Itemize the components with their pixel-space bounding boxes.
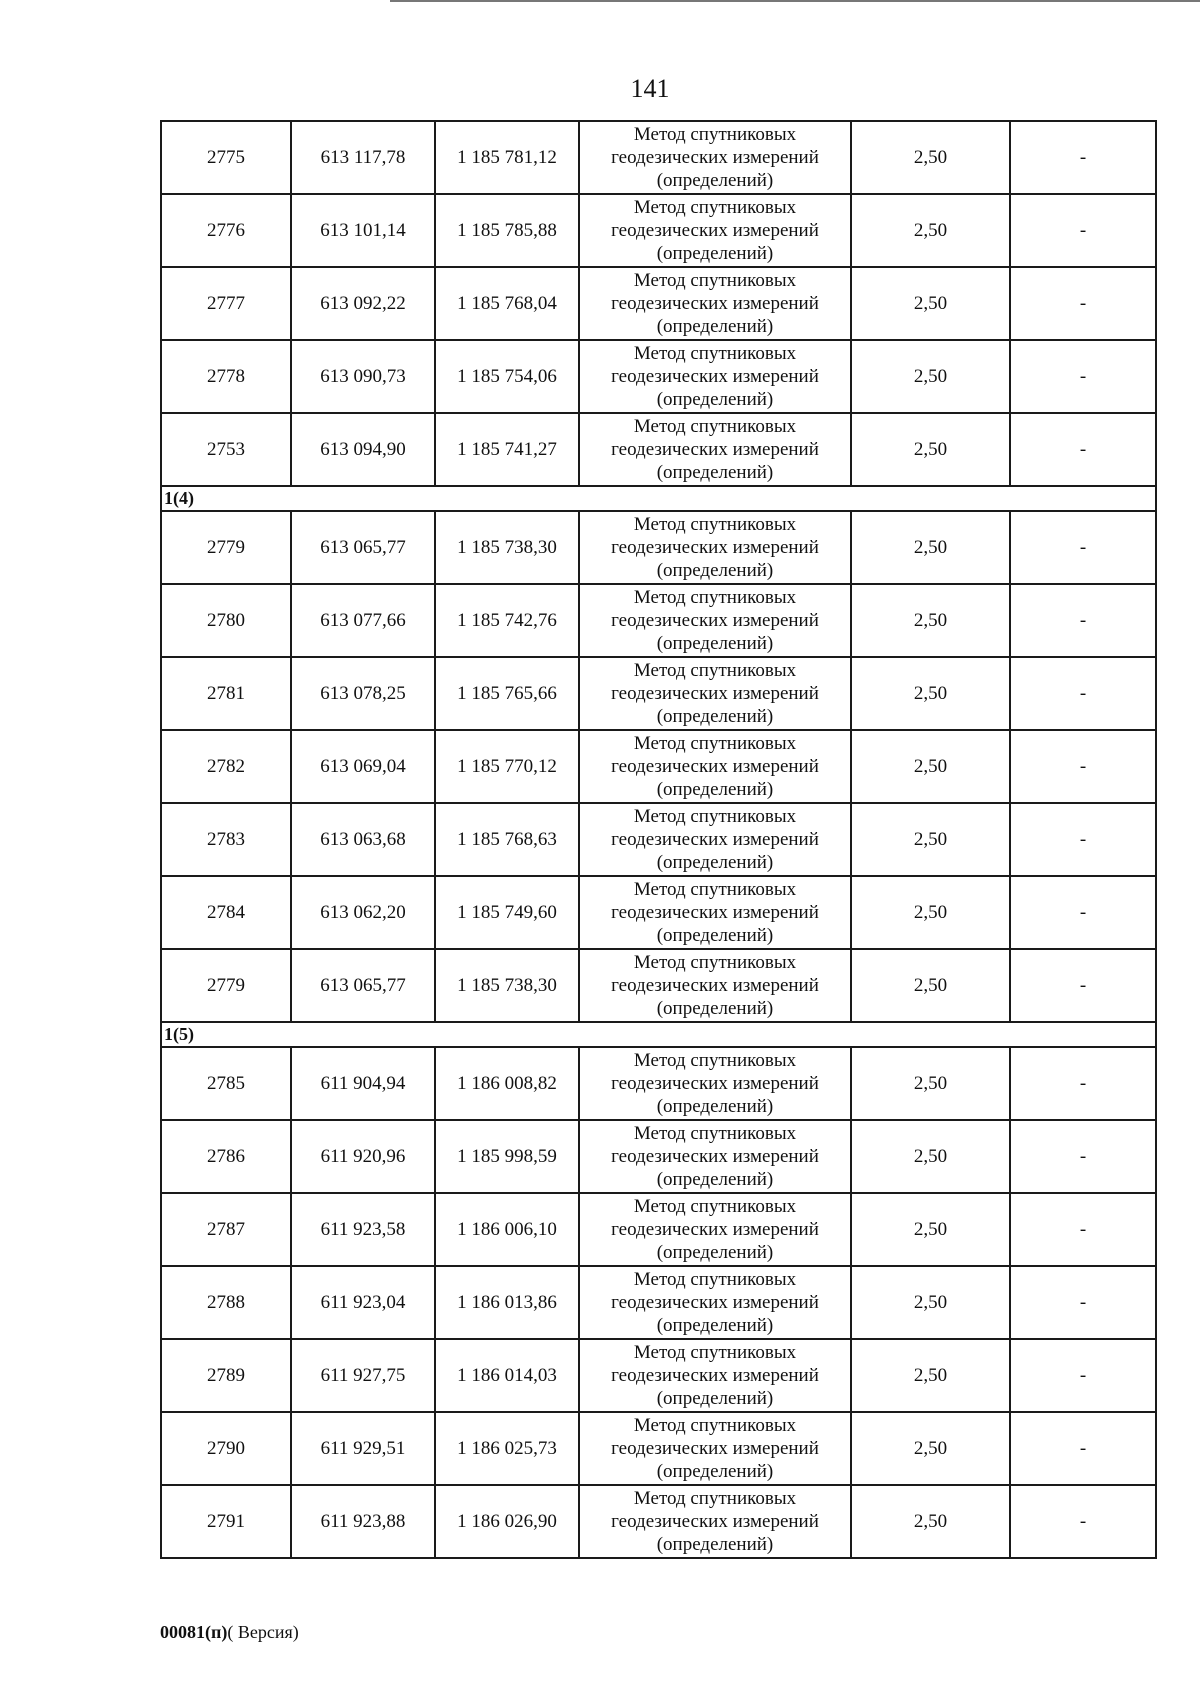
method-cell <box>579 413 851 486</box>
x-coordinate-cell: 611 923,04 <box>291 1266 435 1339</box>
y-coordinate-cell: 1 186 008,82 <box>435 1047 579 1120</box>
y-coordinate-cell: 1 186 013,86 <box>435 1266 579 1339</box>
table-row <box>161 876 1156 949</box>
y-coordinate-cell: 1 186 026,90 <box>435 1485 579 1558</box>
x-coordinate-cell: 613 065,77 <box>291 511 435 584</box>
accuracy-cell: 2,50 <box>851 657 1010 730</box>
table-row <box>161 803 1156 876</box>
method-cell <box>579 1120 851 1193</box>
accuracy-cell: 2,50 <box>851 1485 1010 1558</box>
y-coordinate-cell: 1 186 006,10 <box>435 1193 579 1266</box>
table-row <box>161 730 1156 803</box>
method-text: Метод спутниковых геодезических измерений (определений) <box>611 124 819 191</box>
accuracy-cell: 2,50 <box>851 876 1010 949</box>
point-number-cell: 2779 <box>161 949 291 1022</box>
note-cell: - <box>1010 121 1156 194</box>
point-number-cell: 2779 <box>161 511 291 584</box>
method-text: Метод спутниковых геодезических измерений (определений) <box>611 952 819 1019</box>
note-cell: - <box>1010 730 1156 803</box>
method-cell <box>579 1193 851 1266</box>
method-cell <box>579 1412 851 1485</box>
table-row <box>161 194 1156 267</box>
method-text: Метод спутниковых геодезических измерений (определений) <box>611 514 819 581</box>
method-text: Метод спутниковых геодезических измерений (определений) <box>611 1488 819 1555</box>
point-number-cell: 2776 <box>161 194 291 267</box>
y-coordinate-cell: 1 185 749,60 <box>435 876 579 949</box>
y-coordinate-cell: 1 185 785,88 <box>435 194 579 267</box>
y-coordinate-cell: 1 185 768,63 <box>435 803 579 876</box>
x-coordinate-cell: 613 094,90 <box>291 413 435 486</box>
point-number-cell: 2789 <box>161 1339 291 1412</box>
section-label: 1(4) <box>161 486 1156 511</box>
method-cell <box>579 1485 851 1558</box>
footer-version: ( Версия) <box>227 1622 299 1642</box>
method-cell <box>579 949 851 1022</box>
method-text: Метод спутниковых геодезических измерений (определений) <box>611 416 819 483</box>
method-text: Метод спутниковых геодезических измерений (определений) <box>611 1342 819 1409</box>
table-row <box>161 121 1156 194</box>
table-row <box>161 657 1156 730</box>
y-coordinate-cell: 1 185 781,12 <box>435 121 579 194</box>
table-row <box>161 1193 1156 1266</box>
note-cell: - <box>1010 657 1156 730</box>
method-text: Метод спутниковых геодезических измерений (определений) <box>611 197 819 264</box>
section-label: 1(5) <box>161 1022 1156 1047</box>
y-coordinate-cell: 1 185 754,06 <box>435 340 579 413</box>
x-coordinate-cell: 613 069,04 <box>291 730 435 803</box>
table-row <box>161 1266 1156 1339</box>
point-number-cell: 2782 <box>161 730 291 803</box>
method-text: Метод спутниковых геодезических измерений (определений) <box>611 343 819 410</box>
page-number: 141 <box>630 74 670 103</box>
note-cell: - <box>1010 1412 1156 1485</box>
x-coordinate-cell: 613 090,73 <box>291 340 435 413</box>
method-cell <box>579 657 851 730</box>
table-row <box>161 1339 1156 1412</box>
method-cell <box>579 1047 851 1120</box>
note-cell: - <box>1010 876 1156 949</box>
method-cell <box>579 121 851 194</box>
note-cell: - <box>1010 511 1156 584</box>
point-number-cell: 2780 <box>161 584 291 657</box>
accuracy-cell: 2,50 <box>851 1412 1010 1485</box>
y-coordinate-cell: 1 185 742,76 <box>435 584 579 657</box>
point-number-cell: 2784 <box>161 876 291 949</box>
point-number-cell: 2775 <box>161 121 291 194</box>
accuracy-cell: 2,50 <box>851 1193 1010 1266</box>
y-coordinate-cell: 1 185 741,27 <box>435 413 579 486</box>
table-row <box>161 267 1156 340</box>
table-row <box>161 511 1156 584</box>
accuracy-cell: 2,50 <box>851 121 1010 194</box>
note-cell: - <box>1010 340 1156 413</box>
x-coordinate-cell: 611 923,58 <box>291 1193 435 1266</box>
method-cell <box>579 876 851 949</box>
point-number-cell: 2783 <box>161 803 291 876</box>
note-cell: - <box>1010 267 1156 340</box>
table-row <box>161 1047 1156 1120</box>
y-coordinate-cell: 1 185 998,59 <box>435 1120 579 1193</box>
method-text: Метод спутниковых геодезических измерений (определений) <box>611 270 819 337</box>
section-header-row <box>161 486 1156 511</box>
x-coordinate-cell: 611 923,88 <box>291 1485 435 1558</box>
y-coordinate-cell: 1 185 770,12 <box>435 730 579 803</box>
note-cell: - <box>1010 1339 1156 1412</box>
y-coordinate-cell: 1 185 768,04 <box>435 267 579 340</box>
method-text: Метод спутниковых геодезических измерений (определений) <box>611 1050 819 1117</box>
y-coordinate-cell: 1 185 738,30 <box>435 511 579 584</box>
accuracy-cell: 2,50 <box>851 340 1010 413</box>
method-text: Метод спутниковых геодезических измерений (определений) <box>611 733 819 800</box>
x-coordinate-cell: 613 077,66 <box>291 584 435 657</box>
point-number-cell: 2787 <box>161 1193 291 1266</box>
footer-code: 00081(п) <box>160 1622 228 1642</box>
method-text: Метод спутниковых геодезических измерений (определений) <box>611 660 819 727</box>
accuracy-cell: 2,50 <box>851 1120 1010 1193</box>
table-row <box>161 949 1156 1022</box>
point-number-cell: 2786 <box>161 1120 291 1193</box>
accuracy-cell: 2,50 <box>851 584 1010 657</box>
point-number-cell: 2788 <box>161 1266 291 1339</box>
note-cell: - <box>1010 803 1156 876</box>
method-cell <box>579 340 851 413</box>
coordinates-table <box>160 120 1157 1559</box>
point-number-cell: 2785 <box>161 1047 291 1120</box>
method-cell <box>579 1266 851 1339</box>
note-cell: - <box>1010 584 1156 657</box>
accuracy-cell: 2,50 <box>851 949 1010 1022</box>
table-row <box>161 1120 1156 1193</box>
point-number-cell: 2753 <box>161 413 291 486</box>
point-number-cell: 2791 <box>161 1485 291 1558</box>
accuracy-cell: 2,50 <box>851 1047 1010 1120</box>
y-coordinate-cell: 1 186 025,73 <box>435 1412 579 1485</box>
accuracy-cell: 2,50 <box>851 1339 1010 1412</box>
x-coordinate-cell: 611 920,96 <box>291 1120 435 1193</box>
method-text: Метод спутниковых геодезических измерений (определений) <box>611 1123 819 1190</box>
method-cell <box>579 1339 851 1412</box>
x-coordinate-cell: 613 092,22 <box>291 267 435 340</box>
accuracy-cell: 2,50 <box>851 511 1010 584</box>
method-cell <box>579 267 851 340</box>
note-cell: - <box>1010 413 1156 486</box>
accuracy-cell: 2,50 <box>851 803 1010 876</box>
table-row <box>161 584 1156 657</box>
point-number-cell: 2778 <box>161 340 291 413</box>
method-cell <box>579 803 851 876</box>
method-cell <box>579 584 851 657</box>
note-cell: - <box>1010 1047 1156 1120</box>
point-number-cell: 2777 <box>161 267 291 340</box>
method-cell <box>579 730 851 803</box>
x-coordinate-cell: 613 101,14 <box>291 194 435 267</box>
table-body <box>161 121 1156 1558</box>
y-coordinate-cell: 1 186 014,03 <box>435 1339 579 1412</box>
x-coordinate-cell: 611 904,94 <box>291 1047 435 1120</box>
accuracy-cell: 2,50 <box>851 413 1010 486</box>
y-coordinate-cell: 1 185 738,30 <box>435 949 579 1022</box>
x-coordinate-cell: 613 065,77 <box>291 949 435 1022</box>
x-coordinate-cell: 611 927,75 <box>291 1339 435 1412</box>
x-coordinate-cell: 613 062,20 <box>291 876 435 949</box>
accuracy-cell: 2,50 <box>851 267 1010 340</box>
point-number-cell: 2790 <box>161 1412 291 1485</box>
note-cell: - <box>1010 949 1156 1022</box>
table-row <box>161 1485 1156 1558</box>
x-coordinate-cell: 613 063,68 <box>291 803 435 876</box>
x-coordinate-cell: 613 117,78 <box>291 121 435 194</box>
note-cell: - <box>1010 1120 1156 1193</box>
method-cell <box>579 194 851 267</box>
note-cell: - <box>1010 1193 1156 1266</box>
method-text: Метод спутниковых геодезических измерений (определений) <box>611 879 819 946</box>
method-text: Метод спутниковых геодезических измерений (определений) <box>611 1196 819 1263</box>
top-rule <box>390 0 1200 2</box>
y-coordinate-cell: 1 185 765,66 <box>435 657 579 730</box>
method-text: Метод спутниковых геодезических измерений (определений) <box>611 1269 819 1336</box>
point-number-cell: 2781 <box>161 657 291 730</box>
accuracy-cell: 2,50 <box>851 730 1010 803</box>
x-coordinate-cell: 613 078,25 <box>291 657 435 730</box>
note-cell: - <box>1010 1266 1156 1339</box>
note-cell: - <box>1010 194 1156 267</box>
method-cell <box>579 511 851 584</box>
table-row <box>161 340 1156 413</box>
note-cell: - <box>1010 1485 1156 1558</box>
method-text: Метод спутниковых геодезических измерений (определений) <box>611 1415 819 1482</box>
document-footer <box>160 1622 299 1643</box>
accuracy-cell: 2,50 <box>851 1266 1010 1339</box>
accuracy-cell: 2,50 <box>851 194 1010 267</box>
table-row <box>161 413 1156 486</box>
method-text: Метод спутниковых геодезических измерений (определений) <box>611 587 819 654</box>
method-text: Метод спутниковых геодезических измерений (определений) <box>611 806 819 873</box>
x-coordinate-cell: 611 929,51 <box>291 1412 435 1485</box>
table-row <box>161 1412 1156 1485</box>
section-header-row <box>161 1022 1156 1047</box>
